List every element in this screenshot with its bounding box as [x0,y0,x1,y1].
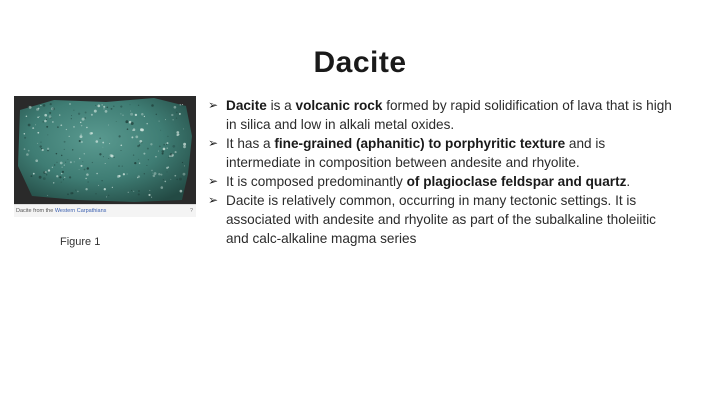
caption-prefix: Dacite from the [16,208,55,214]
bullet-bold-text: of plagioclase feldspar and quartz [406,174,627,189]
photo-caption-bar [14,204,196,217]
arrow-bullet-icon: ➢ [208,136,219,150]
bullet-text: . [626,174,631,189]
bullet-list [206,96,676,248]
caption-link[interactable]: Western Carpathians [54,208,107,214]
dacite-rock-photo [14,96,196,204]
arrow-bullet-icon: ➢ [208,193,219,207]
bullet-item [206,96,676,134]
slide-title: Dacite [313,46,407,79]
bullet-bold-text: volcanic rock [295,98,383,113]
rock-image-graphic [14,96,196,204]
bullet-text: It is composed predominantly [226,174,407,189]
figure-panel [14,96,196,216]
caption-help-icon[interactable]: ? [189,208,193,214]
arrow-bullet-icon: ➢ [208,98,219,112]
bullet-item [206,191,676,248]
bullet-item [206,172,676,191]
bullet-text: is a [266,98,296,113]
rock-body [18,98,192,202]
bullet-text: It has a [226,136,275,151]
bullet-text: Dacite is relatively common, occurring in many tectonic settings. It is associated with andesite and rhyolite as part of the subalkaline tholeiitic and calc-alkaline magma series [226,193,656,246]
bullet-text: formed by rapid solidification of lava that is high in silica and low in alkali metal oxides. [226,98,672,132]
bullet-text: and is intermediate in composition between andesite and rhyolite. [226,136,606,170]
bullet-item [206,134,676,172]
arrow-bullet-icon: ➢ [208,174,219,188]
photo-caption [16,208,106,214]
bullet-bold-text: Dacite [226,98,267,113]
bullet-bold-text: fine-grained (aphanitic) to porphyritic texture [274,136,566,151]
figure-label: Figure 1 [60,236,101,248]
